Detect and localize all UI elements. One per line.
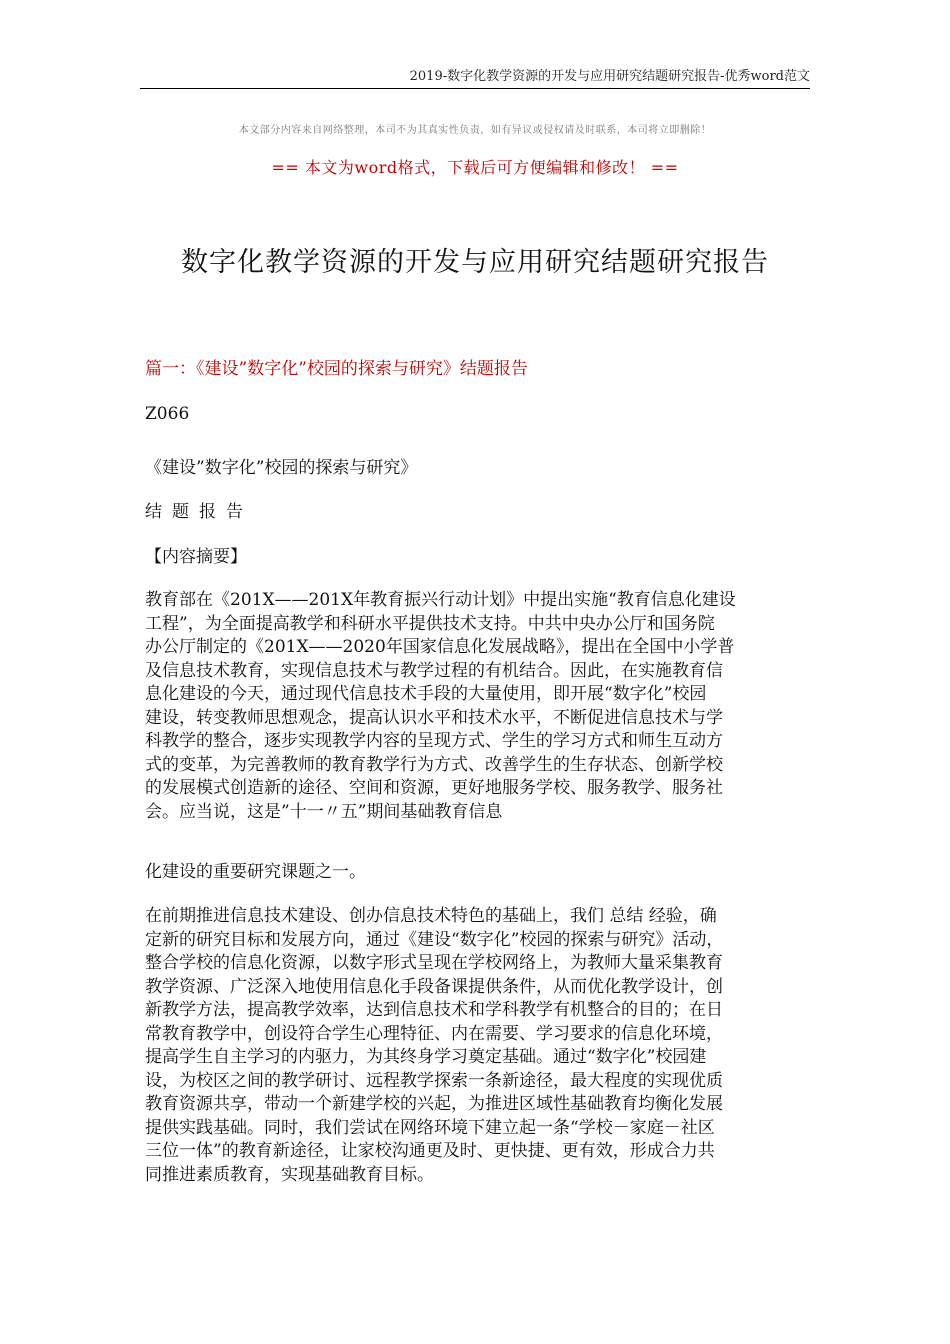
- header-rule: [140, 88, 810, 89]
- disclaimer-text: 本文部分内容来自网络整理，本司不为其真实性负责，如有异议或侵权请及时联系，本司将立即删除！: [238, 125, 712, 136]
- format-notice: == 本文为word格式，下载后可方便编辑和修改！ ==: [271, 158, 679, 177]
- body-paragraph: 在前期推进信息技术建设、创办信息技术特色的基础上，我们 总结 经验，确 定新的研究目标和发展方向，通过《建设“数字化”校园的探索与研究》活动， 整合学校的信息化资源，以数字形式呈现在学校网络上，为教师大量采集教育 教学资源、广泛深入地使用信息化手段备课提供条件，从而优化教学设计，创 新教学方法，提高教学效率，达到信息技术和学科教学有机整合的目的；在日 常教育教学中，创设符合学生心理特征、内在需要、学习要求的信息化环境， 提高学生自主学习的内驱力，为其终身学习奠定基础。通过“数字化”校园建 设，为校区之间的教学研讨、远程教学探索一条新途径，最大程度的实现优质 教育资源共享，带动一个新建学校的兴起，为推进区域性基础教育均衡化发展 提供实践基础。同时，我们尝试在网络环境下建立起一条“学校－家庭－社区 三位一体”的教育新途径，让家校沟通更及时、更快捷、更有效，形成合力共 同推进素质教育，实现基础教育目标。: [145, 906, 724, 1185]
- body-paragraph: 教育部在《201X——201X年教育振兴行动计划》中提出实施“教育信息化建设 工程”，为全面提高教学和科研水平提供技术支持。中共中央办公厅和国务院 办公厅制定的《201X——2020年国家信息化发展战略》，提出在全国中小学普 及信息技术教育，实现信息技术与教学过程的有机结合。因此，在实施教育信 息化建设的今天，通过现代信息技术手段的大量使用，即开展“数字化”校园 建设，转变教师思想观念，提高认识水平和技术水平，不断促进信息技术与学 科教学的整合，逐步实现教学内容的呈现方式、学生的学习方式和师生互动方 式的变革，为完善教师的教育教学行为方式、改善学生的生存状态、创新学校 的发展模式创造新的途径、空间和资源，更好地服务学校、服务教学、服务社 会。应当说，这是”十一〃五”期间基础教育信息: [145, 590, 736, 822]
- body-paragraph: 化建设的重要研究课题之一。: [145, 862, 366, 882]
- section-heading: 篇一：《建设”数字化”校园的探索与研究》结题报告: [145, 359, 528, 379]
- report-subject: 《建设”数字化”校园的探索与研究》: [145, 458, 418, 478]
- abstract-label: 【内容摘要】: [145, 547, 247, 567]
- report-label: 结题报告: [145, 502, 253, 522]
- document-title: 数字化教学资源的开发与应用研究结题研究报告: [181, 247, 769, 278]
- running-header: 2019-数字化教学资源的开发与应用研究结题研究报告-优秀word范文: [409, 69, 810, 84]
- report-code: Z066: [145, 404, 190, 424]
